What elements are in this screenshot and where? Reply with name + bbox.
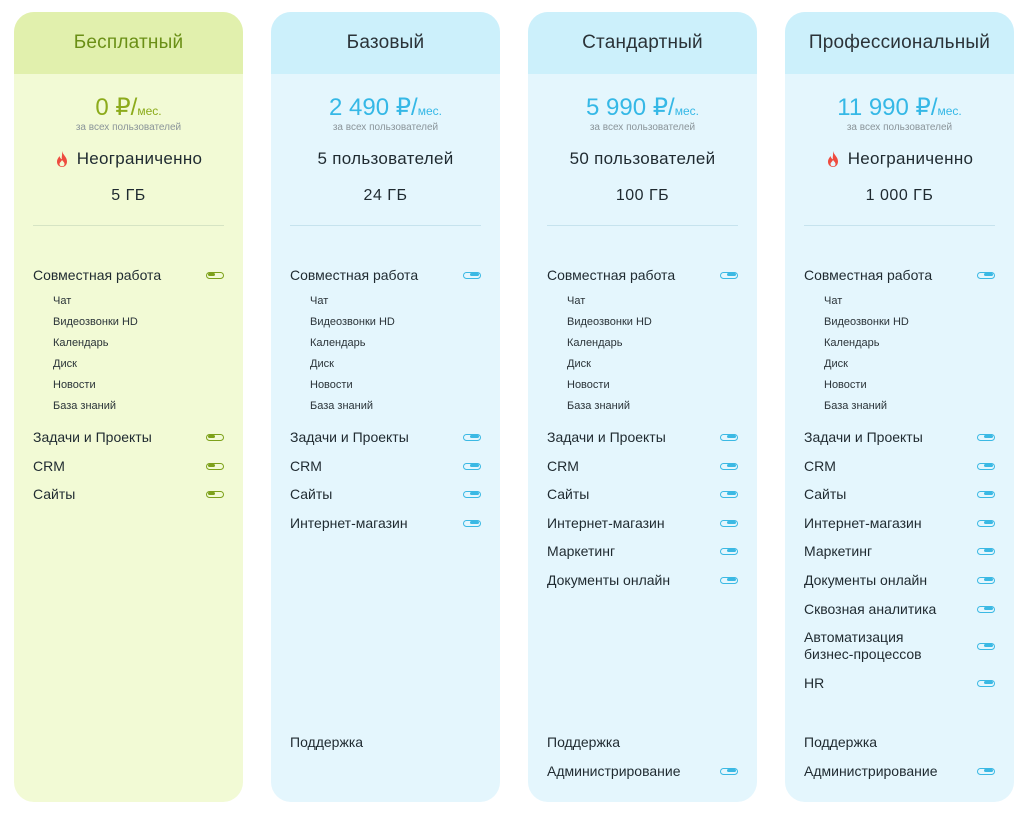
feature-sites[interactable]: Сайты xyxy=(547,486,738,502)
plan-storage: 24 ГБ xyxy=(363,187,408,204)
toggle-icon[interactable] xyxy=(463,491,481,498)
feature-docs[interactable]: Документы онлайн xyxy=(804,572,995,588)
price-note: за всех пользователей xyxy=(846,122,953,133)
toggle-icon[interactable] xyxy=(206,491,224,498)
feature-tasks[interactable]: Задачи и Проекты xyxy=(290,429,481,445)
plan-price: 11 990 ₽/мес. xyxy=(837,94,962,121)
plan-storage: 100 ГБ xyxy=(615,187,670,204)
price-note: за всех пользователей xyxy=(332,122,439,133)
toggle-icon[interactable] xyxy=(206,434,224,441)
collab-sub-item: База знаний xyxy=(824,400,888,412)
feature-docs[interactable]: Документы онлайн xyxy=(547,572,738,588)
toggle-icon[interactable] xyxy=(463,463,481,470)
toggle-icon[interactable] xyxy=(977,680,995,687)
plan-title: Профессиональный xyxy=(785,12,1014,74)
plan-users: Неограниченно xyxy=(14,147,243,171)
feature-tasks[interactable]: Задачи и Проекты xyxy=(804,429,995,445)
plan-card-free xyxy=(14,12,243,802)
plan-storage: 5 ГБ xyxy=(111,187,146,204)
plan-price: 0 ₽/мес. xyxy=(95,94,162,121)
collab-sub-item: Новости xyxy=(824,379,867,391)
toggle-icon[interactable] xyxy=(206,272,224,279)
divider xyxy=(290,225,481,226)
plan-title: Бесплатный xyxy=(14,12,243,74)
divider xyxy=(804,225,995,226)
plan-title: Базовый xyxy=(271,12,500,74)
feature-collab[interactable]: Совместная работа xyxy=(290,267,481,283)
feature-crm[interactable]: CRM xyxy=(804,458,995,474)
collab-sub-item: Чат xyxy=(310,295,329,307)
collab-sub-item: Новости xyxy=(310,379,353,391)
toggle-icon[interactable] xyxy=(977,272,995,279)
feature-eshop[interactable]: Интернет-магазин xyxy=(290,515,481,531)
collab-sub-item: Календарь xyxy=(824,337,880,349)
plan-card-professional xyxy=(785,12,1014,802)
feature-admin[interactable]: Администрирование xyxy=(804,763,995,779)
plan-users: Неограниченно xyxy=(785,147,1014,171)
feature-support[interactable]: Поддержка xyxy=(804,734,878,750)
toggle-icon[interactable] xyxy=(977,548,995,555)
collab-sub-item: Новости xyxy=(567,379,610,391)
divider xyxy=(33,225,224,226)
collab-sub-item: База знаний xyxy=(567,400,631,412)
collab-sub-item: Диск xyxy=(824,358,848,370)
toggle-icon[interactable] xyxy=(720,577,738,584)
toggle-icon[interactable] xyxy=(206,463,224,470)
feature-eshop[interactable]: Интернет-магазин xyxy=(547,515,738,531)
feature-tasks[interactable]: Задачи и Проекты xyxy=(547,429,738,445)
plan-users: 50 пользователей xyxy=(569,149,716,168)
divider xyxy=(547,225,738,226)
collab-sub-item: База знаний xyxy=(53,400,117,412)
feature-crm[interactable]: CRM xyxy=(33,458,224,474)
feature-marketing[interactable]: Маркетинг xyxy=(804,543,995,559)
toggle-icon[interactable] xyxy=(977,577,995,584)
fire-icon xyxy=(826,150,840,168)
toggle-icon[interactable] xyxy=(463,272,481,279)
plan-storage: 1 000 ГБ xyxy=(865,187,934,204)
feature-support[interactable]: Поддержка xyxy=(290,734,364,750)
fire-icon xyxy=(55,150,69,168)
toggle-icon[interactable] xyxy=(463,434,481,441)
plan-price: 2 490 ₽/мес. xyxy=(329,94,442,121)
feature-sites[interactable]: Сайты xyxy=(290,486,481,502)
feature-tasks[interactable]: Задачи и Проекты xyxy=(33,429,224,445)
feature-sites[interactable]: Сайты xyxy=(804,486,995,502)
collab-sub-item: Календарь xyxy=(567,337,623,349)
collab-sub-item: Новости xyxy=(53,379,96,391)
toggle-icon[interactable] xyxy=(720,548,738,555)
collab-sub-item: Видеозвонки HD xyxy=(567,316,652,328)
plan-card-standard xyxy=(528,12,757,802)
toggle-icon[interactable] xyxy=(977,434,995,441)
toggle-icon[interactable] xyxy=(977,520,995,527)
collab-sub-item: Календарь xyxy=(53,337,109,349)
feature-hr[interactable]: HR xyxy=(804,675,995,691)
toggle-icon[interactable] xyxy=(463,520,481,527)
toggle-icon[interactable] xyxy=(977,491,995,498)
feature-marketing[interactable]: Маркетинг xyxy=(547,543,738,559)
feature-support[interactable]: Поддержка xyxy=(547,734,621,750)
feature-sites[interactable]: Сайты xyxy=(33,486,224,502)
plan-title: Стандартный xyxy=(528,12,757,74)
plan-users: 5 пользователей xyxy=(317,149,454,168)
feature-crm[interactable]: CRM xyxy=(290,458,481,474)
collab-sub-item: Диск xyxy=(53,358,77,370)
toggle-icon[interactable] xyxy=(720,520,738,527)
collab-sub-item: Диск xyxy=(310,358,334,370)
toggle-icon[interactable] xyxy=(977,768,995,775)
collab-sub-item: Диск xyxy=(567,358,591,370)
feature-analytics[interactable]: Сквозная аналитика xyxy=(804,601,995,617)
feature-admin[interactable]: Администрирование xyxy=(547,763,738,779)
plan-card-basic xyxy=(271,12,500,802)
feature-automation[interactable]: Автоматизация бизнес-процессов xyxy=(804,629,995,663)
collab-sub-item: Чат xyxy=(567,295,586,307)
feature-collab[interactable]: Совместная работа xyxy=(33,267,224,283)
toggle-icon[interactable] xyxy=(977,606,995,613)
plan-price: 5 990 ₽/мес. xyxy=(586,94,699,121)
toggle-icon[interactable] xyxy=(720,768,738,775)
collab-sub-item: База знаний xyxy=(310,400,374,412)
toggle-icon[interactable] xyxy=(977,643,995,650)
toggle-icon[interactable] xyxy=(720,463,738,470)
feature-collab[interactable]: Совместная работа xyxy=(547,267,738,283)
toggle-icon[interactable] xyxy=(720,491,738,498)
feature-crm[interactable]: CRM xyxy=(547,458,738,474)
price-note: за всех пользователей xyxy=(75,122,182,133)
feature-eshop[interactable]: Интернет-магазин xyxy=(804,515,995,531)
collab-sub-item: Чат xyxy=(53,295,72,307)
toggle-icon[interactable] xyxy=(720,434,738,441)
feature-collab[interactable]: Совместная работа xyxy=(804,267,995,283)
collab-sub-item: Календарь xyxy=(310,337,366,349)
collab-sub-item: Видеозвонки HD xyxy=(53,316,138,328)
toggle-icon[interactable] xyxy=(977,463,995,470)
price-note: за всех пользователей xyxy=(589,122,696,133)
toggle-icon[interactable] xyxy=(720,272,738,279)
collab-sub-item: Видеозвонки HD xyxy=(824,316,909,328)
collab-sub-item: Чат xyxy=(824,295,843,307)
collab-sub-item: Видеозвонки HD xyxy=(310,316,395,328)
